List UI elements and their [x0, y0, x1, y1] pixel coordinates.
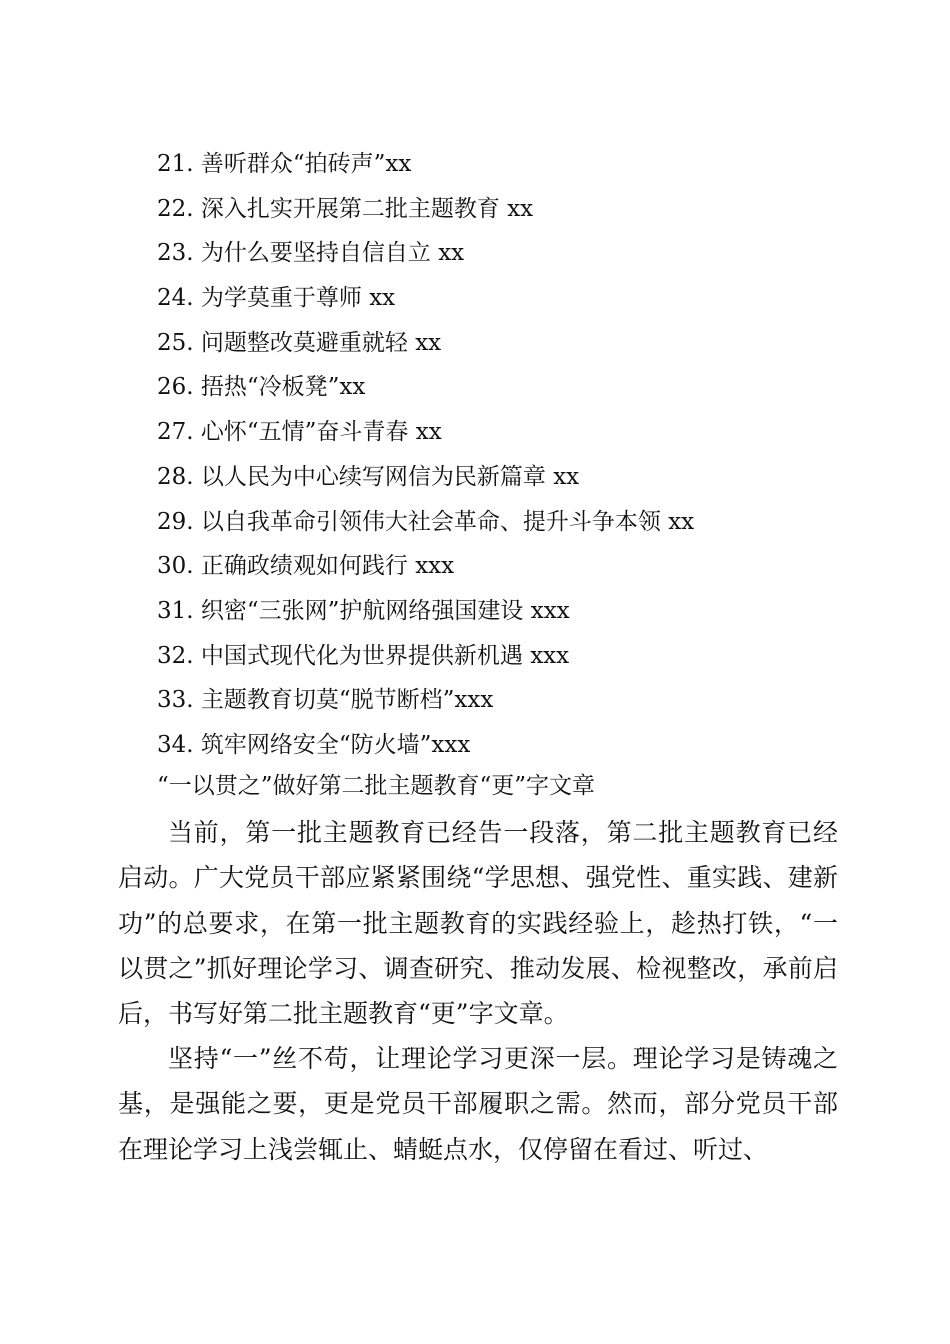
toc-item: 29. 以自我革命引领伟大社会革命、提升斗争本领 xx	[157, 508, 695, 535]
toc-item: 22. 深入扎实开展第二批主题教育 xx	[157, 195, 534, 222]
article-paragraph: 坚持“一”丝不苟，让理论学习更深一层。理论学习是铸魂之基，是强能之要，更是党员干部履职之需。然而，部分党员干部在理论学习上浅尝辄止、蜻蜓点水，仅停留在看过、听过、	[118, 1044, 838, 1164]
article-paragraph: 当前，第一批主题教育已经告一段落，第二批主题教育已经启动。广大党员干部应紧紧围绕“学思想、强党性、重实践、建新功”的总要求，在第一批主题教育的实践经验上，趁热打铁，“一以贯之”抓好理论学习、调查研究、推动发展、检视整改，承前启后，书写好第二批主题教育“更”字文章。	[118, 818, 838, 1029]
toc-item: 30. 正确政绩观如何践行 xxx	[157, 553, 455, 580]
toc-item: 24. 为学莫重于尊师 xx	[157, 285, 396, 312]
toc-item: 25. 问题整改莫避重就轻 xx	[157, 329, 442, 356]
toc-item: 33. 主题教育切莫“脱节断档”xxx	[157, 687, 494, 714]
toc-item: 31. 织密“三张网”护航网络强国建设 xxx	[157, 597, 570, 624]
toc-item: 26. 捂热“冷板凳”xx	[157, 374, 366, 401]
article-title: “一以贯之”做好第二批主题教育“更”字文章	[157, 773, 596, 799]
toc-item: 32. 中国式现代化为世界提供新机遇 xxx	[157, 642, 570, 669]
toc-item: 28. 以人民为中心续写网信为民新篇章 xx	[157, 463, 580, 490]
toc-item: 34. 筑牢网络安全“防火墙”xxx	[157, 731, 471, 758]
toc-list	[157, 142, 694, 768]
toc-item: 27. 心怀“五情”奋斗青春 xx	[157, 419, 442, 446]
toc-item: 21. 善听群众“拍砖声”xx	[157, 151, 412, 177]
toc-item: 23. 为什么要坚持自信自立 xx	[157, 240, 465, 267]
